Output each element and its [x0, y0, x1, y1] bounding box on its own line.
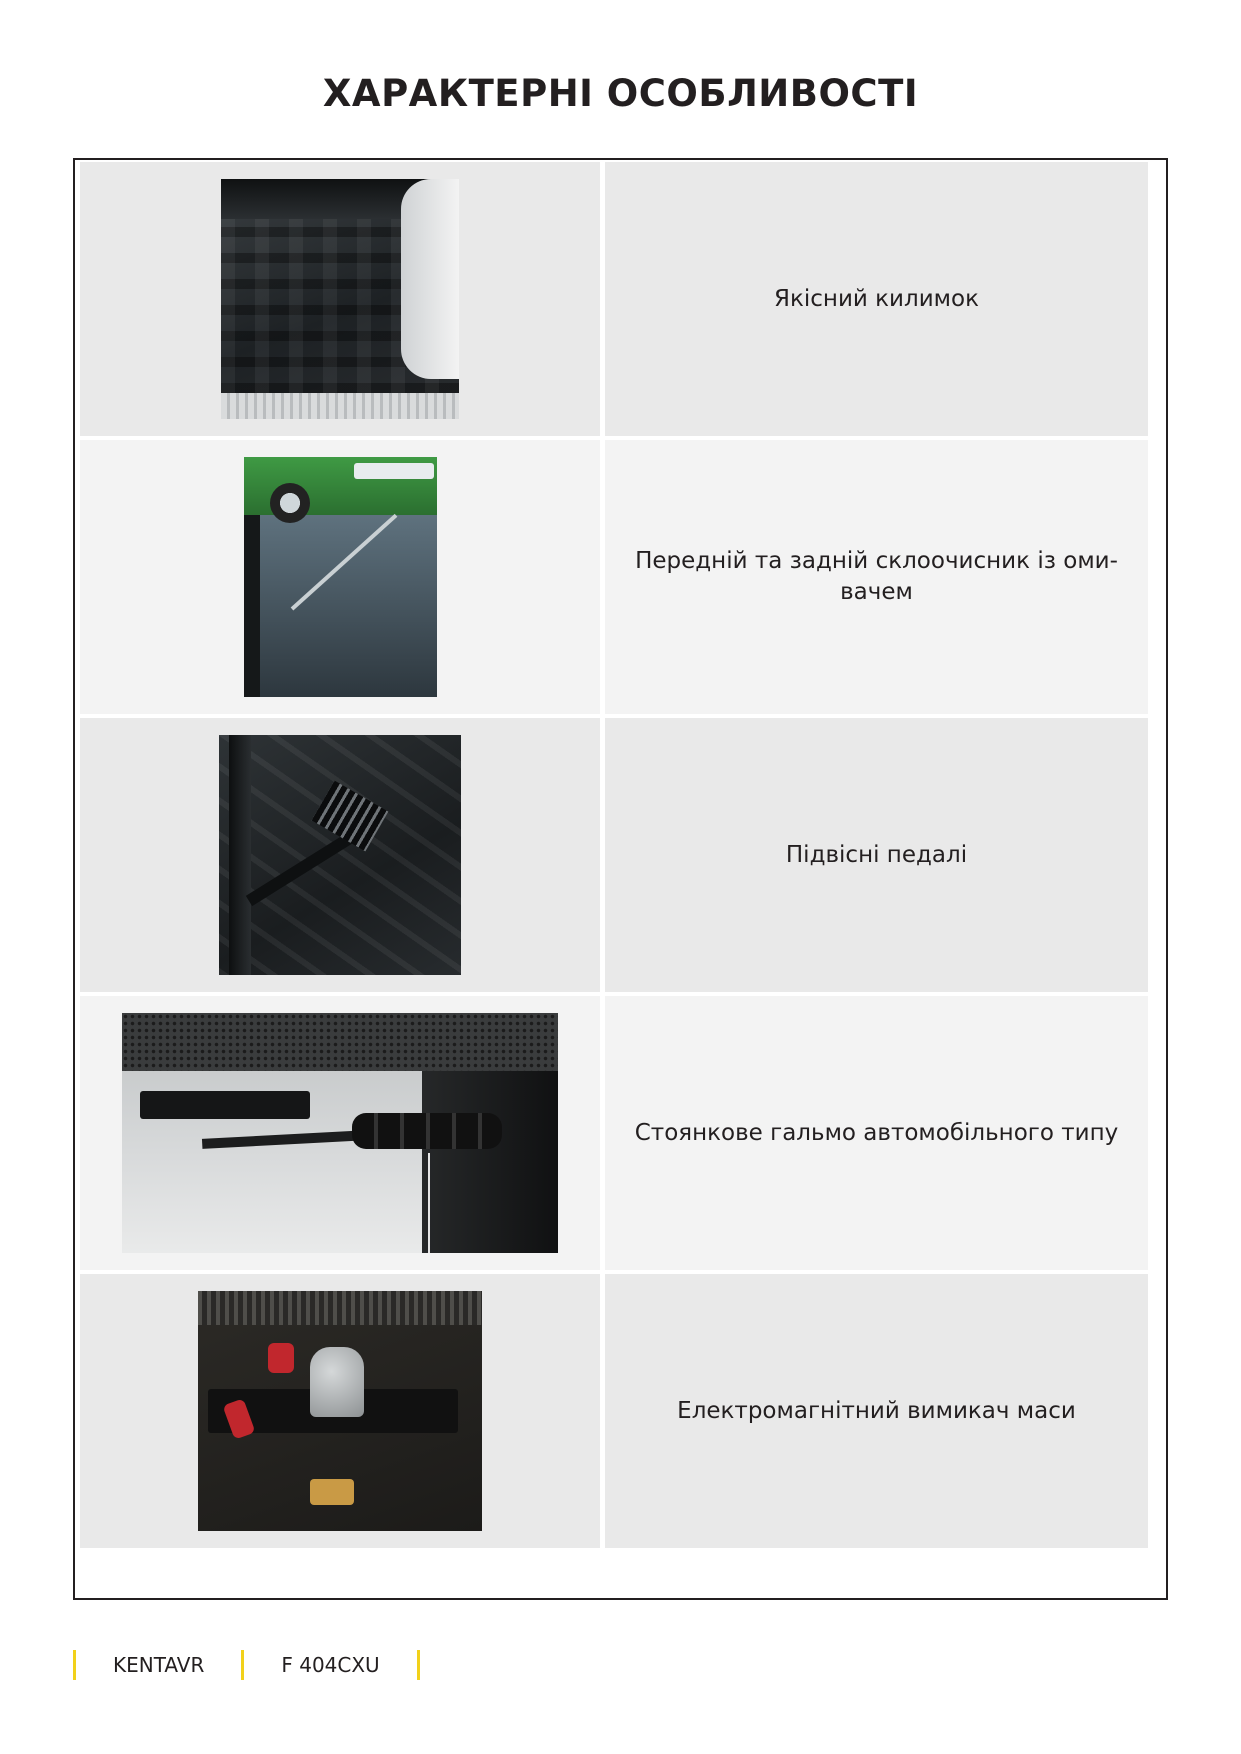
footer-divider: [417, 1650, 420, 1680]
parking-brake-photo: [122, 1013, 558, 1253]
feature-row: [80, 718, 1148, 992]
feature-row: [80, 440, 1148, 714]
feature-row: [80, 1274, 1148, 1548]
feature-description: Стоянкове гальмо автомобільного типу: [605, 996, 1148, 1270]
features-table: [80, 162, 1148, 1552]
page-footer: [73, 1650, 420, 1680]
feature-description: Передній та задній склоочисник із оми-вачем: [605, 440, 1148, 714]
feature-description: Підвісні педалі: [605, 718, 1148, 992]
feature-description: Якісний килимок: [605, 162, 1148, 436]
feature-row: [80, 996, 1148, 1270]
feature-image-cell: [80, 1274, 600, 1548]
feature-image-cell: [80, 996, 600, 1270]
battery-switch-photo: [198, 1291, 482, 1531]
feature-image-cell: [80, 718, 600, 992]
footer-brand: KENTAVR: [113, 1653, 205, 1677]
feature-image-cell: [80, 162, 600, 436]
page-title: ХАРАКТЕРНІ ОСОБЛИВОСТІ: [322, 72, 919, 115]
feature-row: [80, 162, 1148, 436]
feature-description: Електромагнітний вимикач маси: [605, 1274, 1148, 1548]
windscreen-wiper-photo: [244, 457, 437, 697]
footer-model: F 404CXU: [281, 1653, 380, 1677]
feature-image-cell: [80, 440, 600, 714]
suspended-pedals-photo: [219, 735, 461, 975]
floor-mat-photo: [221, 179, 459, 419]
